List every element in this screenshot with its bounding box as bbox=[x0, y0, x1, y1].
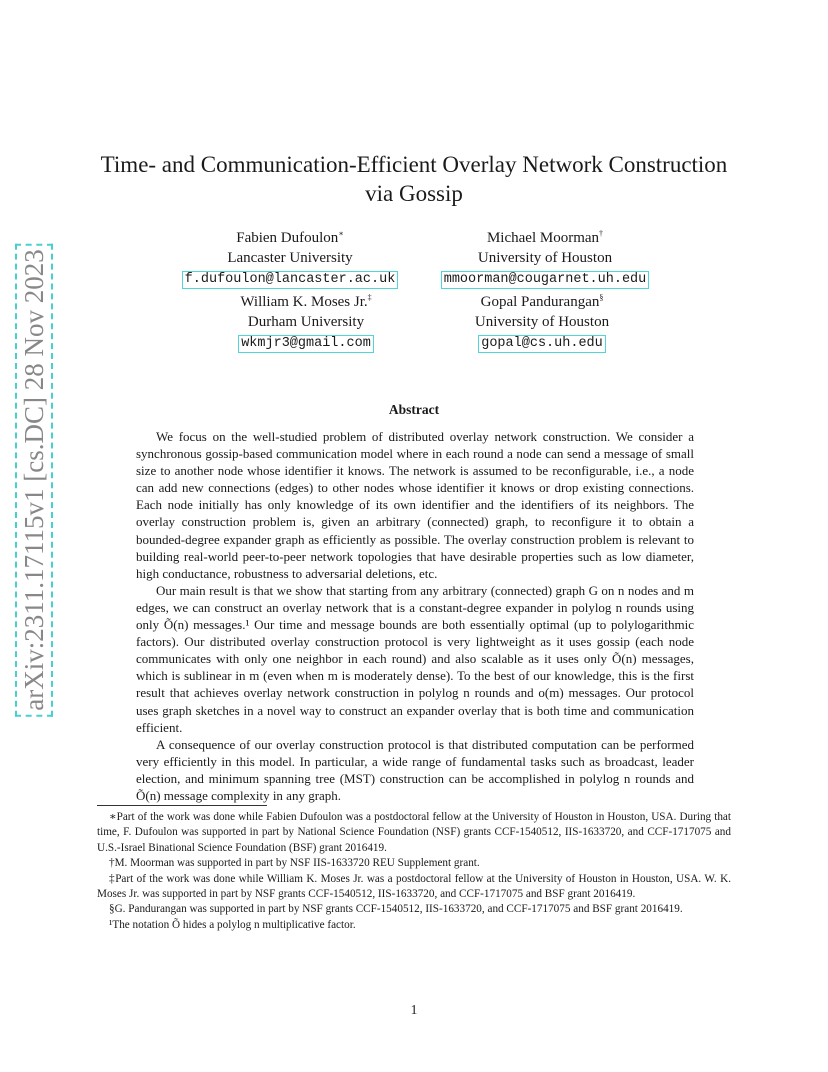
footnote-1: ∗Part of the work was done while Fabien Dufoulon was a postdoctoral fellow at the University of Houston in Houston, USA. During that time, F. Dufoulon was supported in part by National Science Foundation (NSF) grants CCF-1540512, IIS-1633720, and CCF-1717075 and U.S.-Israel Binational Science Foundation (BSF) grant 2016419. bbox=[97, 811, 731, 854]
author-2 bbox=[432, 228, 658, 289]
author-name: William K. Moses Jr. bbox=[240, 294, 368, 310]
abstract-paragraph-2: Our main result is that we show that starting from any arbitrary (connected) graph G on n nodes and m edges, we can construct an overlay network that is a constant-degree expander in polylog n rounds using only Õ(n) messages.¹ Our time and message bounds are both essentially optimal (up to polylogarithmic factors). Our distributed overlay construction protocol is very lightweight as it uses gossip (each node communicates with only one neighbor in each round) and also scalable as it uses only Õ(n) messages, which is sublinear in m (even when m is moderately dense). To the best of our knowledge, this is the first result that achieves overlay network construction in polylog n rounds and o(m) messages. Our protocol uses graph sketches in a novel way to construct an expander overlay that is both time and communication efficient. bbox=[136, 582, 694, 735]
arxiv-stamp-text: arXiv:2311.17115v1 [cs.DC] 28 Nov 2023 bbox=[15, 243, 53, 716]
author-email-link[interactable]: mmoorman@cougarnet.uh.edu bbox=[441, 271, 650, 289]
author-4 bbox=[424, 292, 660, 353]
abstract-paragraph-3: A consequence of our overlay construction protocol is that distributed computation can be performed very efficiently in this model. In particular, a wide range of fundamental tasks such as broadcast, leader election, and minimum spanning tree (MST) construction can be accomplished in polylog n rounds and Õ(n) message complexity in any graph. bbox=[136, 736, 694, 803]
author-mark: † bbox=[599, 229, 604, 238]
author-email-link[interactable]: f.dufoulon@lancaster.ac.uk bbox=[182, 271, 399, 289]
author-3 bbox=[192, 292, 420, 353]
paper-title-line-1: Time- and Communication-Efficient Overlay Network Construction bbox=[100, 152, 728, 177]
author-name: Michael Moorman bbox=[486, 230, 600, 246]
paper-title-line-2: via Gossip bbox=[365, 181, 463, 206]
arxiv-stamp bbox=[14, 250, 54, 710]
author-affiliation: University of Houston bbox=[474, 314, 610, 330]
footnote-3: ‡Part of the work was done while William K. Moses Jr. was a postdoctoral fellow at the University of Houston in Houston, USA. W. K. Moses Jr. was supported in part by NSF grants CCF-1540512, IIS-1633720, and CCF-1717075 and BSF grant 2016419. bbox=[97, 872, 731, 901]
abstract-heading: Abstract bbox=[388, 402, 440, 417]
footnote-4: §G. Pandurangan was supported in part by NSF grants CCF-1540512, IIS-1633720, and CCF-1717075 and BSF grant 2016419. bbox=[109, 903, 683, 916]
author-email-link[interactable]: wkmjr3@gmail.com bbox=[238, 335, 374, 353]
abstract-paragraph-1: We focus on the well-studied problem of distributed overlay network construction. We consider a synchronous gossip-based communication model where in each round a node can send a message of small size to another node whose identifier it knows. The network is assumed to be reconfigurable, i.e., a node can add new connections (edges) to other nodes whose identifier it knows or drop existing connections. Each node initially has only knowledge of its own identifier and the identifiers of its neighbors. The overlay construction problem is, given an arbitrary (connected) graph, to reconfigure it to obtain a bounded-degree expander graph as efficiently as possible. The overlay construction problem is relevant to building real-world peer-to-peer network topologies that have desirable properties such as low diameter, high conductance, robustness to adversarial deletions, etc. bbox=[136, 429, 694, 581]
author-affiliation: Durham University bbox=[247, 314, 365, 330]
abstract-body bbox=[136, 428, 694, 804]
author-mark: ∗ bbox=[338, 229, 344, 238]
author-name: Fabien Dufoulon bbox=[236, 230, 339, 246]
page-number: 1 bbox=[410, 1002, 418, 1017]
author-affiliation: University of Houston bbox=[477, 250, 613, 266]
author-email-link[interactable]: gopal@cs.uh.edu bbox=[478, 335, 606, 353]
author-name: Gopal Pandurangan bbox=[480, 294, 600, 310]
author-mark: ‡ bbox=[367, 293, 372, 302]
author-1 bbox=[172, 228, 408, 289]
author-affiliation: Lancaster University bbox=[227, 250, 353, 266]
author-mark: § bbox=[599, 293, 604, 302]
footnote-2: †M. Moorman was supported in part by NSF IIS-1633720 REU Supplement grant. bbox=[109, 857, 480, 870]
footnotes bbox=[97, 810, 731, 933]
paper-title bbox=[80, 150, 748, 208]
footnote-divider bbox=[97, 805, 267, 806]
footnote-5: ¹The notation Õ hides a polylog n multiplicative factor. bbox=[109, 918, 356, 931]
